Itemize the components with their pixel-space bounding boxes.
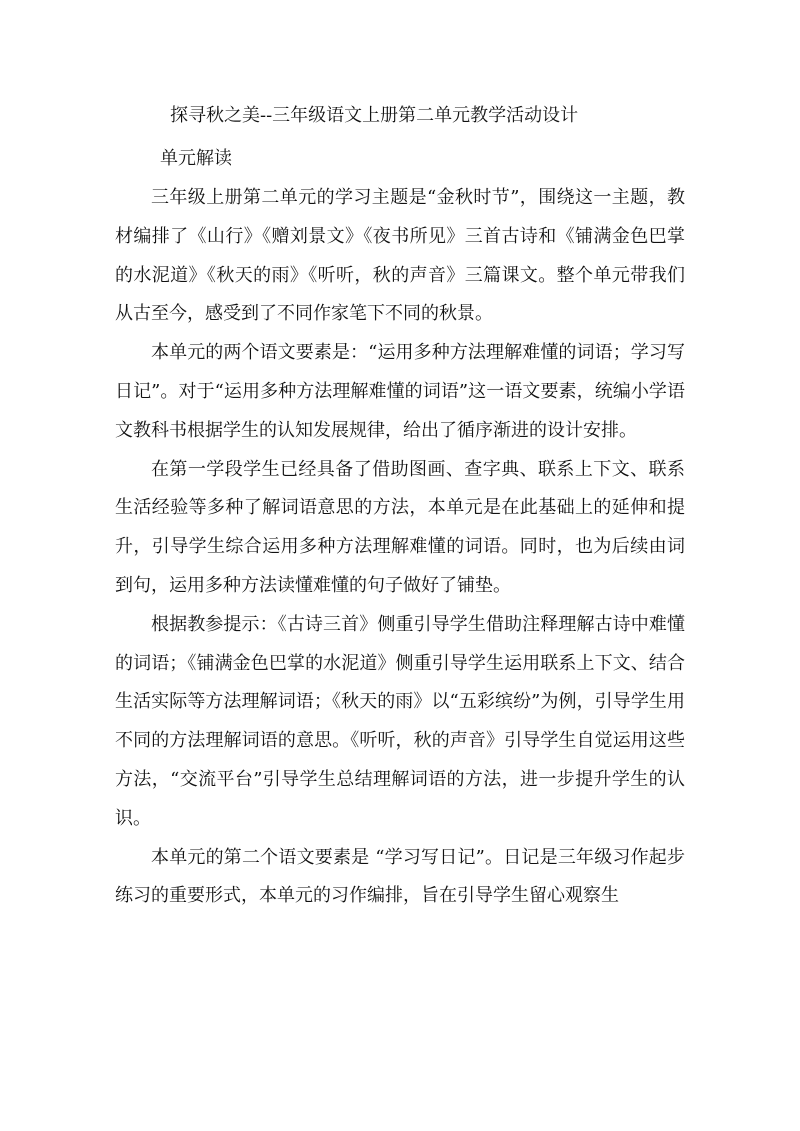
paragraph-3: 在第一学段学生已经具备了借助图画、查字典、联系上下文、联系生活经验等多种了解词语意思的方法，本单元是在此基础上的延伸和提升，引导学生综合运用多种方法理解难懂的词语。同时，也为后续由词到句，运用多种方法读懂难懂的句子做好了铺垫。	[115, 458, 685, 596]
paragraph-2: 本单元的两个语文要素是：“运用多种方法理解难懂的词语；学习写日记”。对于“运用多种方法理解难懂的词语”这一语文要素，统编小学语文教科书根据学生的认知发展规律，给出了循序渐进的设计安排。	[115, 342, 685, 441]
paragraph-5: 本单元的第二个语文要素是 “学习写日记”。日记是三年级习作起步练习的重要形式，本单元的习作编排，旨在引导学生留心观察生	[115, 846, 685, 907]
document-body	[115, 179, 685, 916]
document-title: 探寻秋之美--三年级语文上册第二单元教学活动设计	[170, 105, 579, 126]
paragraph-1: 三年级上册第二单元的学习主题是“金秋时节”，围绕这一主题，教材编排了《山行》《赠刘景文》《夜书所见》三首古诗和《铺满金色巴掌的水泥道》《秋天的雨》《听听，秋的声音》三篇课文。整个单元带我们从古至今，感受到了不同作家笔下不同的秋景。	[115, 187, 685, 325]
section-heading: 单元解读	[160, 148, 232, 169]
paragraph-4: 根据教参提示：《古诗三首》侧重引导学生借助注释理解古诗中难懂的词语；《铺满金色巴掌的水泥道》侧重引导学生运用联系上下文、结合生活实际等方法理解词语；《秋天的雨》以“五彩缤纷”为例，引导学生用不同的方法理解词语的意思。《听听，秋的声音》引导学生自觉运用这些方法，“交流平台”引导学生总结理解词语的方法，进一步提升学生的认识。	[115, 613, 685, 829]
